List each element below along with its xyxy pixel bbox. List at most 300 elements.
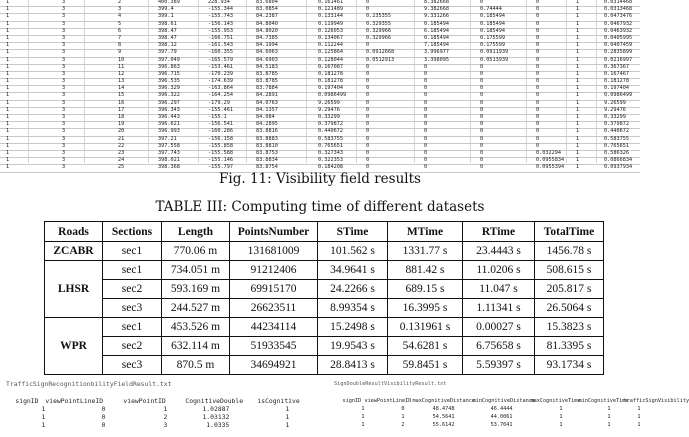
sheet-cell: 1	[6, 63, 10, 70]
section-cell: sec1	[103, 261, 162, 280]
sheet-cell: 20	[118, 128, 125, 135]
sheet-cell: 0.765651	[318, 142, 343, 149]
sheet-cell: 0	[480, 114, 484, 120]
sheet-cell: 0.181278	[318, 78, 343, 85]
length-cell: 632.114 m	[162, 337, 230, 356]
sheet-cell: 1	[576, 42, 580, 49]
figure-caption: Fig. 11: Visibility field results	[219, 171, 421, 187]
sheet-cell: -155.344	[208, 6, 233, 13]
points-cell: 26623511	[230, 299, 318, 318]
sheet-cell: 0	[536, 121, 540, 128]
sheet-cell: 1	[576, 142, 580, 149]
mtime-cell: 59.8451 s	[388, 356, 463, 375]
sheet-cell: 1	[6, 0, 10, 5]
value-cell: 55.6142	[432, 422, 455, 428]
sheet-cell: 0	[366, 114, 370, 120]
value-cell: 1	[401, 414, 405, 420]
sheet-cell: 0	[424, 63, 428, 70]
sheet-cell: 16	[118, 99, 125, 106]
sheet-cell: 8	[118, 42, 122, 49]
sheet-cell: 397.21	[158, 135, 177, 142]
sheet-cell: 0.125864	[318, 49, 343, 56]
sheet-cell: 0	[480, 157, 484, 164]
sheet-cell: 0	[536, 135, 540, 142]
sheet-cell: 1	[6, 70, 10, 77]
sheet-cell: 0.0216997	[604, 56, 633, 63]
column-header: minCognitiveTime	[578, 398, 629, 404]
sheet-cell: 396.715	[158, 70, 180, 77]
sheet-cell: 1	[576, 157, 580, 164]
visibility-result-file	[330, 380, 689, 428]
sheet-cell: 9.29476	[318, 106, 340, 113]
sheet-cell: 0.197404	[318, 85, 343, 92]
sheet-cell: 0	[366, 42, 370, 49]
value-cell: 48.4748	[432, 406, 455, 412]
sheet-cell: 13	[118, 78, 125, 85]
sheet-cell: 0.167467	[604, 70, 629, 77]
value-cell: 2	[163, 413, 168, 421]
sheet-cell: 0.0937934	[604, 164, 633, 171]
sheet-cell: 398.368	[158, 164, 180, 171]
sheet-cell: 0	[424, 142, 428, 149]
sheet-cell: 2	[118, 0, 122, 5]
sheet-cell: 0.2835899	[604, 49, 633, 56]
sheet-cell: 83.7884	[256, 85, 278, 92]
sheet-cell: 1	[6, 85, 10, 92]
sheet-cell: 3	[62, 13, 66, 20]
sheet-cell: 0	[424, 135, 428, 142]
value-cell: 1	[607, 414, 611, 420]
sheet-cell: 0	[536, 142, 540, 149]
sheet-cell: 0	[536, 99, 540, 106]
value-cell: 1	[285, 405, 290, 413]
value-cell: 53.7041	[490, 422, 513, 428]
sheet-cell: 1	[6, 121, 10, 128]
sheet-cell: 0	[424, 149, 428, 156]
sheet-cell: 0.0314468	[604, 0, 633, 5]
sheet-cell: -155.953	[208, 27, 233, 34]
sheet-cell: 1	[6, 34, 10, 41]
sheet-cell: 0	[536, 49, 540, 56]
sheet-cell: 84.084	[256, 114, 275, 120]
sheet-cell: 1	[6, 128, 10, 135]
length-cell: 770.06 m	[162, 242, 230, 261]
table-row	[45, 261, 604, 280]
sheet-cell: 1	[576, 85, 580, 92]
sheet-cell: 9	[118, 49, 122, 56]
value-cell: 54.5641	[432, 414, 455, 420]
value-cell: 0	[101, 413, 106, 421]
sheet-cell: 0.0866834	[604, 157, 633, 164]
column-header: viewPointLineID	[45, 397, 104, 405]
sheet-cell: 0.586326	[604, 149, 629, 156]
sheet-cell: 0	[480, 70, 484, 77]
sheet-cell: -155.588	[208, 149, 233, 156]
sheet-cell: 0.329966	[366, 34, 391, 41]
sheet-cell: 0	[480, 142, 484, 149]
sheet-cell: 3	[62, 56, 66, 63]
sheet-cell: 0.181278	[604, 78, 629, 85]
totaltime-cell: 81.3395 s	[535, 337, 604, 356]
points-cell: 131681009	[230, 242, 318, 261]
sheet-cell: -153.461	[208, 63, 233, 70]
column-header: viewPointID	[123, 397, 166, 405]
sheet-cell: 397.743	[158, 149, 180, 156]
sheet-cell: 23	[118, 149, 125, 156]
sheet-cell: 0	[366, 78, 370, 85]
section-cell: sec3	[103, 299, 162, 318]
sheet-cell: 0.161461	[318, 0, 343, 5]
sheet-cell: 1	[6, 42, 10, 49]
sheet-cell: 0.032294	[536, 149, 561, 156]
sheet-cell: -156.158	[208, 135, 233, 142]
sheet-cell: 11	[118, 63, 125, 70]
sheet-cell: 0	[480, 106, 484, 113]
sheet-cell: 0	[366, 6, 370, 13]
cognitive-field-result-file	[0, 380, 300, 429]
table-header-row	[45, 222, 604, 242]
visibility-field-spreadsheet	[0, 0, 640, 171]
sheet-cell: -155.1	[208, 114, 227, 120]
value-cell: 1	[637, 414, 641, 420]
sheet-cell: 0	[480, 78, 484, 85]
sheet-cell: 0.379872	[318, 121, 343, 128]
sheet-cell: 3	[118, 6, 122, 13]
sheet-cell: 0	[424, 114, 428, 120]
sheet-cell: -155.797	[208, 164, 233, 171]
sheet-cell: 1	[6, 149, 10, 156]
length-cell: 734.051 m	[162, 261, 230, 280]
sheet-cell: 12	[118, 70, 125, 77]
sheet-cell: -163.864	[208, 85, 233, 92]
sheet-cell: 0	[424, 157, 428, 164]
sheet-cell: 3	[62, 34, 66, 41]
stime-cell: 19.9543 s	[318, 337, 388, 356]
sheet-cell: 25	[118, 164, 125, 171]
sheet-cell: 0.0405995	[604, 34, 633, 41]
rtime-cell: 11.0206 s	[463, 261, 535, 280]
sheet-cell: 3	[62, 157, 66, 164]
length-cell: 453.526 m	[162, 318, 230, 337]
sheet-cell: 1	[6, 20, 10, 27]
value-cell: 3	[163, 421, 168, 429]
sheet-cell: 0	[536, 27, 540, 34]
value-cell: 1	[637, 406, 641, 412]
sheet-cell: 399.1	[158, 13, 174, 20]
sheet-cell: 396.297	[158, 99, 180, 106]
sheet-cell: 83.6804	[256, 0, 278, 5]
sheet-cell: 7.185494	[424, 42, 449, 49]
sheet-cell: 0.0467932	[604, 20, 633, 27]
sheet-cell: 0	[480, 99, 484, 106]
value-cell: 1	[559, 414, 563, 420]
sheet-cell: -155.461	[208, 106, 233, 113]
sheet-cell: 14	[118, 85, 125, 92]
sheet-cell: 0.322353	[318, 157, 343, 164]
sheet-cell: 397.558	[158, 142, 180, 149]
sheet-cell: 3.398095	[424, 56, 449, 63]
sheet-cell: 3	[62, 85, 66, 92]
sheet-cell: 0.765651	[604, 142, 629, 149]
sheet-cell: 228.934	[208, 0, 230, 5]
sheet-cell: -161.543	[208, 42, 233, 49]
road-cell: ZCABR	[45, 242, 103, 261]
value-cell: 1	[285, 421, 290, 429]
header-length: Length	[162, 222, 230, 242]
sheet-cell: 0.0407459	[604, 42, 633, 49]
mtime-cell: 1331.77 s	[388, 242, 463, 261]
sheet-cell: 21	[118, 135, 125, 142]
sheet-cell: 10	[118, 56, 125, 63]
sheet-cell: 0.235355	[366, 13, 391, 20]
sheet-cell: 0.112244	[318, 42, 343, 49]
sheet-cell: 3	[62, 142, 66, 149]
sheet-cell: 0.367367	[604, 63, 629, 70]
sheet-cell: 84.1357	[256, 106, 278, 113]
sheet-cell: 9.29476	[604, 106, 626, 113]
sheet-cell: 6	[118, 27, 122, 34]
sheet-cell: 1	[576, 20, 580, 27]
value-cell: 1	[285, 413, 290, 421]
sheet-cell: 1	[6, 56, 10, 63]
sheet-cell: 0.0313468	[604, 6, 633, 13]
sheet-cell: 1	[6, 13, 10, 20]
sheet-cell: 399.4	[158, 6, 174, 13]
sheet-cell: 0.121489	[318, 6, 343, 13]
sheet-cell: 3	[62, 78, 66, 85]
sheet-cell: 84.7385	[256, 34, 278, 41]
sheet-cell: 398.021	[158, 157, 180, 164]
sheet-cell: 3	[62, 20, 66, 27]
sheet-cell: 6.185494	[424, 27, 449, 34]
section-cell: sec3	[103, 356, 162, 375]
sheet-cell: 398.47	[158, 27, 177, 34]
sheet-cell: 0	[480, 92, 484, 99]
section-cell: sec1	[103, 318, 162, 337]
sheet-cell: 1	[576, 27, 580, 34]
sheet-cell: 0	[424, 70, 428, 77]
sheet-cell: 3	[62, 135, 66, 142]
file-header-line	[330, 389, 689, 404]
rtime-cell: 0.00027 s	[463, 318, 535, 337]
sheet-cell: 0.185494	[480, 27, 505, 34]
sheet-cell: 0	[366, 0, 370, 5]
sheet-cell: 3	[62, 0, 66, 5]
sheet-cell: 0	[424, 85, 428, 92]
sheet-cell: 1	[576, 63, 580, 70]
sheet-cell: 84.5183	[256, 63, 278, 70]
sheet-cell: 396.322	[158, 92, 180, 99]
sheet-cell: 1	[6, 78, 10, 85]
value-cell: 1	[361, 422, 365, 428]
sheet-cell: 0	[366, 92, 370, 99]
sheet-cell: 84.2891	[256, 92, 278, 99]
file-title: SignDoubleResultVisibilityResult.txt	[334, 381, 447, 387]
sheet-cell: 3	[62, 70, 66, 77]
sheet-cell: 0.167087	[318, 63, 343, 70]
sheet-cell: 0	[366, 85, 370, 92]
sheet-cell: 0	[480, 135, 484, 142]
sheet-cell: 83.8810	[256, 142, 278, 149]
sheet-cell: 0	[480, 63, 484, 70]
sheet-cell: 84.8040	[256, 20, 278, 27]
sheet-cell: 3	[62, 164, 66, 171]
sheet-cell: 84.2387	[256, 13, 278, 20]
sheet-cell: 84.2895	[256, 121, 278, 128]
sheet-cell: 0	[424, 92, 428, 99]
mtime-cell: 881.42 s	[388, 261, 463, 280]
value-cell: 46.4444	[490, 406, 513, 412]
length-cell: 870.5 m	[162, 356, 230, 375]
value-cell: 1	[41, 405, 46, 413]
totaltime-cell: 1456.78 s	[535, 242, 604, 261]
header-points-number: PointsNumber	[230, 222, 318, 242]
sheet-cell: 9.331266	[424, 13, 449, 20]
sheet-cell: 0	[424, 128, 428, 135]
points-cell: 34694921	[230, 356, 318, 375]
sheet-cell: 1	[576, 128, 580, 135]
sheet-cell: 84.8020	[256, 27, 278, 34]
table-caption: TABLE III: Computing time of different datasets	[155, 199, 485, 215]
sheet-cell: -155.858	[208, 142, 233, 149]
sheet-cell: 1	[6, 142, 10, 149]
sheet-cell: 398.61	[158, 20, 177, 27]
sheet-cell: 0	[424, 99, 428, 106]
sheet-cell: 5	[118, 20, 122, 27]
sheet-cell: 0.185494	[424, 34, 449, 41]
sheet-cell: 83.0854	[256, 6, 278, 13]
header-totaltime: TotalTime	[535, 222, 604, 242]
sheet-cell: 0.185494	[480, 13, 505, 20]
sheet-cell: 0	[536, 0, 540, 5]
value-cell: 1.0335	[206, 421, 230, 429]
column-header: maxCognitiveTime	[530, 398, 581, 404]
stime-cell: 34.9641 s	[318, 261, 388, 280]
sheet-cell: 1	[6, 49, 10, 56]
sheet-cell: 0	[366, 106, 370, 113]
sheet-cell: 0.0912668	[366, 49, 395, 56]
sheet-cell: 3	[62, 121, 66, 128]
sheet-cell: 3	[62, 63, 66, 70]
value-cell: 0	[401, 406, 405, 412]
sheet-cell: 0	[536, 70, 540, 77]
sheet-cell: 0.583755	[604, 135, 629, 142]
sheet-cell: 3	[62, 106, 66, 113]
sheet-cell: 18	[118, 114, 125, 120]
stime-cell: 8.99354 s	[318, 299, 388, 318]
sheet-cell: 396.535	[158, 78, 180, 85]
totaltime-cell: 508.615 s	[535, 261, 604, 280]
sheet-cell: -155.146	[208, 157, 233, 164]
sheet-cell: 1	[6, 6, 10, 13]
sheet-cell: 9.26599	[318, 99, 340, 106]
sheet-cell: 0.329966	[366, 27, 391, 34]
sheet-cell: 0	[480, 149, 484, 156]
sheet-cell: 1	[6, 114, 10, 120]
sheet-cell: -170.239	[208, 70, 233, 77]
sheet-cell: -160.286	[208, 128, 233, 135]
sheet-cell: 396.621	[158, 121, 180, 128]
sheet-cell: 1	[576, 99, 580, 106]
value-cell: 1	[559, 406, 563, 412]
sheet-cell: 0	[536, 114, 540, 120]
file-title: TrafficSignRecognitionbilityFieldResult.txt	[6, 380, 172, 388]
value-cell: 1.02887	[202, 405, 230, 413]
sheet-cell: 0.133144	[318, 13, 343, 20]
sheet-cell: 1	[576, 6, 580, 13]
sheet-cell: 83.8785	[256, 78, 278, 85]
road-cell: WPR	[45, 318, 103, 375]
sheet-cell: 1	[576, 0, 580, 5]
table-row	[45, 318, 604, 337]
sheet-cell: 0.0955394	[536, 164, 565, 171]
value-cell: 1	[607, 406, 611, 412]
points-cell: 69915170	[230, 280, 318, 299]
sheet-cell: 4	[118, 13, 122, 20]
sheet-cell: 0	[536, 85, 540, 92]
sheet-cell: 1	[6, 157, 10, 164]
sheet-cell: 1	[6, 106, 10, 113]
sheet-cell: 22	[118, 142, 125, 149]
sheet-cell: 0	[536, 63, 540, 70]
column-header: isCognitive	[257, 397, 300, 405]
sheet-cell: 396.993	[158, 128, 180, 135]
sheet-cell: 0.185494	[480, 20, 505, 27]
sheet-cell: 0.0512913	[366, 56, 395, 63]
column-header: signID	[342, 398, 362, 404]
sheet-cell: 3	[62, 6, 66, 13]
sheet-cell: 0.0986499	[318, 92, 347, 99]
sheet-cell: 1	[576, 78, 580, 85]
sheet-cell: 3	[62, 27, 66, 34]
sheet-cell: 1	[576, 135, 580, 142]
sheet-cell: 3	[62, 149, 66, 156]
sheet-cell: 7	[118, 34, 122, 41]
length-cell: 593.169 m	[162, 280, 230, 299]
sheet-cell: 83.8754	[256, 164, 278, 171]
sheet-cell: 0	[366, 121, 370, 128]
sheet-cell: 0	[536, 78, 540, 85]
mtime-cell: 54.6281 s	[388, 337, 463, 356]
sheet-cell: 19	[118, 121, 125, 128]
totaltime-cell: 15.3823 s	[535, 318, 604, 337]
sheet-cell: 0.185494	[424, 20, 449, 27]
header-mtime: MTime	[388, 222, 463, 242]
sheet-cell: 0	[424, 78, 428, 85]
column-header: CognitiveDouble	[185, 397, 244, 405]
totaltime-cell: 93.1734 s	[535, 356, 604, 375]
section-cell: sec2	[103, 280, 162, 299]
sheet-cell: 83.8816	[256, 128, 278, 135]
header-sections: Sections	[103, 222, 162, 242]
sheet-cell: 0.119949	[318, 20, 343, 27]
sheet-cell: 1	[576, 13, 580, 20]
computing-time-table	[44, 221, 604, 375]
sheet-cell: 0	[366, 99, 370, 106]
sheet-cell: 0.329355	[366, 20, 391, 27]
sheet-cell: 0	[480, 0, 484, 5]
sheet-cell: 0	[366, 63, 370, 70]
sheet-cell: 0	[366, 164, 370, 171]
sheet-cell: 0	[480, 85, 484, 92]
sheet-cell: 0.184208	[318, 164, 343, 171]
value-cell: 0	[101, 421, 106, 429]
file-header-line	[0, 389, 300, 405]
sheet-cell: 0.128044	[318, 56, 343, 63]
column-header: minCognitiveDistance	[472, 398, 535, 404]
sheet-cell: 84.1994	[256, 42, 278, 49]
sheet-cell: 1	[576, 121, 580, 128]
